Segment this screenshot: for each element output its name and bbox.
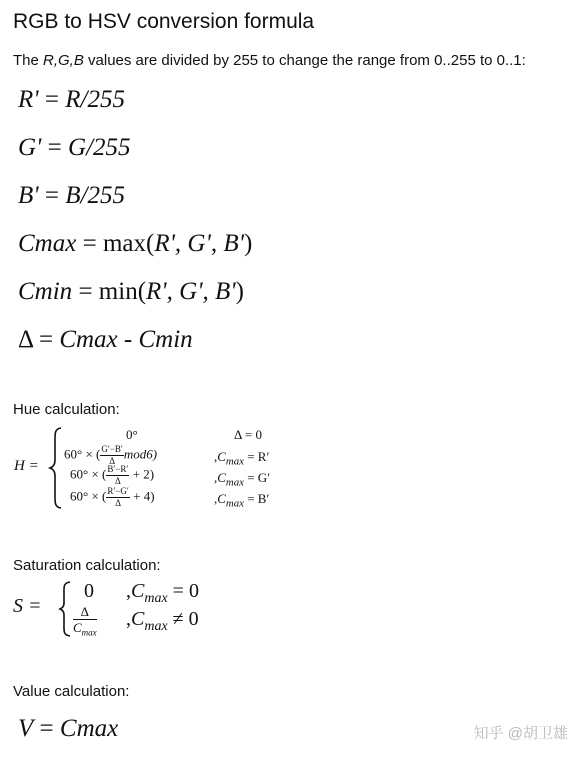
saturation-lhs-text: S = <box>13 595 42 617</box>
value-pre: 60° × ( <box>70 488 107 504</box>
condition-rest: = 0 <box>167 580 199 602</box>
equation-cmax <box>18 230 252 258</box>
saturation-case-1-condition <box>126 580 199 607</box>
hue-case-0-condition: Δ = 0 <box>234 427 262 442</box>
saturation-case-2-fraction <box>73 605 97 638</box>
eq-rhs: Cmax - Cmin <box>59 326 193 353</box>
equation-cmin <box>18 278 244 306</box>
eq-close: ) <box>235 278 244 305</box>
intro-after: values are divided by 255 to change the range from 0..255 to 0..1: <box>83 52 526 69</box>
equation-b-prime <box>18 182 125 210</box>
value-pre: 60° × ( <box>64 446 101 462</box>
hue-case-2-condition <box>214 470 270 489</box>
value-pre: 60° × ( <box>70 466 107 482</box>
eq-lhs: R' <box>18 86 39 113</box>
equation-g-prime <box>18 134 131 162</box>
eq-function: min( <box>98 278 147 305</box>
fraction <box>106 487 130 508</box>
condition-comma: , <box>214 491 218 506</box>
condition-comma: , <box>214 449 218 464</box>
fraction <box>100 445 124 466</box>
eq-sign: = <box>38 86 66 113</box>
condition-comma: , <box>126 608 131 630</box>
eq-rhs: G/255 <box>68 134 131 161</box>
den-sub: max <box>81 627 97 638</box>
value-label: Value calculation: <box>13 683 130 700</box>
condition-rest: = B′ <box>243 491 270 506</box>
condition-var: C <box>217 491 226 506</box>
condition-sub: max <box>225 497 244 510</box>
saturation-case-1-value: 0 <box>84 580 94 602</box>
eq-lhs: Cmin <box>18 278 73 305</box>
hue-case-2-value <box>70 465 154 486</box>
hue-brace <box>48 426 64 510</box>
intro-text <box>13 52 526 69</box>
intro-vars: R,G,B <box>43 52 84 69</box>
saturation-brace <box>58 580 72 638</box>
fraction-numerator: G′−B′ <box>101 444 123 454</box>
hue-case-1-condition <box>214 449 269 468</box>
eq-lhs: Cmax <box>18 230 77 257</box>
eq-sign: = <box>76 230 103 257</box>
fraction-numerator: B′−R′ <box>107 464 129 474</box>
eq-rhs: B/255 <box>65 182 125 209</box>
condition-comma: , <box>126 580 131 602</box>
condition-sub: max <box>225 455 244 468</box>
condition-rest: ≠ 0 <box>167 608 199 630</box>
hue-lhs-text: H = <box>14 458 39 474</box>
eq-sign: = <box>41 134 69 161</box>
fraction-numerator: R′−G′ <box>107 486 129 496</box>
value-post: + 2) <box>129 466 155 482</box>
value-post: + 4) <box>129 488 155 504</box>
hue-case-0-value: 0° <box>126 427 138 442</box>
hue-case-1-value <box>64 445 157 466</box>
condition-sub: max <box>225 476 244 489</box>
eq-function: max( <box>102 230 155 257</box>
intro-before: The <box>13 52 44 69</box>
condition-sub: max <box>144 591 168 606</box>
eq-lhs: V <box>18 715 34 742</box>
eq-lhs: B' <box>18 182 39 209</box>
equation-r-prime <box>18 86 125 114</box>
eq-args: R', G', B' <box>154 230 244 257</box>
eq-lhs: Δ <box>18 326 33 353</box>
eq-sign: = <box>32 326 60 353</box>
condition-var: C <box>131 608 145 630</box>
eq-sign: = <box>38 182 66 209</box>
page-title: RGB to HSV conversion formula <box>13 10 315 33</box>
hue-case-3-value <box>70 487 155 508</box>
eq-sign: = <box>33 715 60 742</box>
condition-var: C <box>217 449 226 464</box>
fraction-numerator: Δ <box>73 605 97 620</box>
eq-sign: = <box>72 278 99 305</box>
watermark: 知乎 @胡卫雄 <box>473 725 568 742</box>
condition-sub: max <box>144 619 168 634</box>
fraction-denominator <box>73 620 97 638</box>
equation-delta <box>18 326 193 354</box>
condition-rest: = R′ <box>243 449 270 464</box>
condition-comma: , <box>214 470 218 485</box>
hue-lhs <box>14 458 39 475</box>
saturation-lhs <box>13 595 42 618</box>
condition-rest: = G′ <box>243 470 271 485</box>
equation-value <box>18 715 118 743</box>
fraction-denominator: Δ <box>109 456 116 466</box>
fraction <box>106 465 129 486</box>
eq-rhs: Cmax <box>59 715 119 742</box>
den-var: C <box>73 620 82 635</box>
eq-args: R', G', B' <box>146 278 236 305</box>
fraction <box>73 605 97 638</box>
saturation-case-2-condition <box>126 608 199 635</box>
eq-lhs: G' <box>18 134 42 161</box>
eq-rhs: R/255 <box>65 86 125 113</box>
fraction-denominator: Δ <box>114 476 121 486</box>
value-post: mod6) <box>123 446 158 462</box>
eq-close: ) <box>243 230 253 257</box>
condition-var: C <box>217 470 226 485</box>
saturation-label: Saturation calculation: <box>13 557 161 574</box>
condition-var: C <box>131 580 145 602</box>
hue-case-3-condition <box>214 491 269 510</box>
fraction-denominator: Δ <box>115 498 122 508</box>
hue-label: Hue calculation: <box>13 401 120 418</box>
